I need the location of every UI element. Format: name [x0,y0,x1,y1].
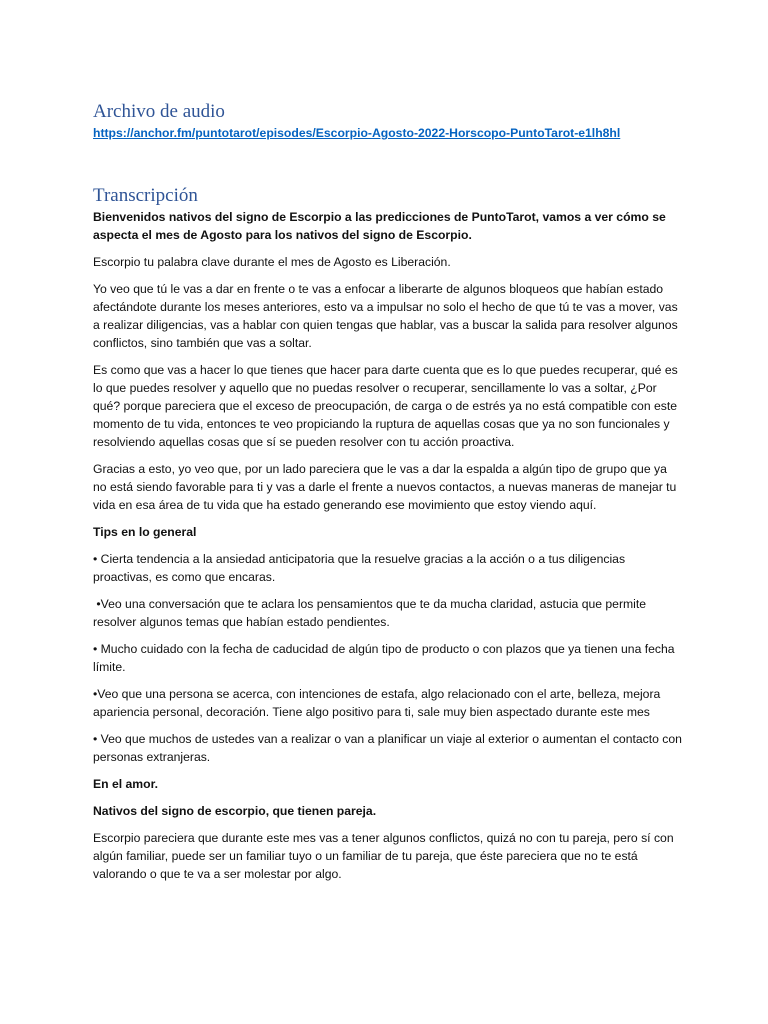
document-page [93,100,683,892]
audio-heading: Archivo de audio [93,101,225,122]
tip-item: • Mucho cuidado con la fecha de caducidad de algún tipo de producto o con plazos que ya tienen una fecha límite. [93,642,675,674]
tips-heading: Tips en lo general [93,525,197,539]
body-paragraph: Gracias a esto, yo veo que, por un lado pareciera que le vas a dar la espalda a algún tipo de grupo que ya no está siendo favorable para ti y vas a darle el frente a nuevos contactos, a nuevas maneras de manejar tu vida en esa área de tu vida que ha estado generando ese movimiento que estoy viendo aquí. [93,462,677,512]
love-subheading: Nativos del signo de escorpio, que tienen pareja. [93,804,377,818]
body-paragraph: Es como que vas a hacer lo que tienes que hacer para darte cuenta que es lo que puedes recuperar, qué es lo que puedes resolver y aquello que no puedas resolver o recuperar, sencillamente lo vas a soltar, ¿Por qué? porque pareciera que el exceso de preocupación, de carga o de estrés ya no está compatible con este momento de tu vida, entonces te veo propiciando la ruptura de aquellas cosas que ya no son funcionales y resolviendo aquellas cosas que sí se pueden resolver con tu acción proactiva. [93,363,678,449]
body-paragraph: Yo veo que tú le vas a dar en frente o te vas a enfocar a liberarte de algunos bloqueos que habían estado afectándote durante los meses anteriores, esto va a impulsar no solo el hecho de que tú te vas a mover, vas a realizar diligencias, vas a hablar con quien tengas que hablar, vas a buscar la salida para resolver algunos conflictos, sino también que vas a soltar. [93,282,678,350]
tip-item: •Veo una conversación que te aclara los pensamientos que te da mucha claridad, astucia que permite resolver algunos temas que habían estado pendientes. [93,597,650,629]
tip-item: • Veo que muchos de ustedes van a realizar o van a planificar un viaje al exterior o aumentan el contacto con personas extranjeras. [93,732,682,764]
audio-link[interactable]: https://anchor.fm/puntotarot/episodes/Escorpio-Agosto-2022-Horscopo-PuntoTarot-e1lh8hl [93,126,621,140]
transcript-heading: Transcripción [93,185,198,206]
tip-item: •Veo que una persona se acerca, con intenciones de estafa, algo relacionado con el arte, belleza, mejora apariencia personal, decoración. Tiene algo positivo para ti, sale muy bien aspectado durante este mes [93,687,661,719]
love-heading: En el amor. [93,777,159,791]
intro-paragraph: Bienvenidos nativos del signo de Escorpio a las predicciones de PuntoTarot, vamos a ver cómo se aspecta el mes de Agosto para los nativos del signo de Escorpio. [93,210,666,242]
tip-item: • Cierta tendencia a la ansiedad anticipatoria que la resuelve gracias a la acción o a tus diligencias proactivas, es como que encaras. [93,552,626,584]
keyword-paragraph: Escorpio tu palabra clave durante el mes de Agosto es Liberación. [93,255,451,269]
body-paragraph: Escorpio pareciera que durante este mes vas a tener algunos conflictos, quizá no con tu pareja, pero sí con algún familiar, puede ser un familiar tuyo o un familiar de tu pareja, que éste pareciera que no te está valorando o que te va a ser molestar por algo. [93,831,674,881]
